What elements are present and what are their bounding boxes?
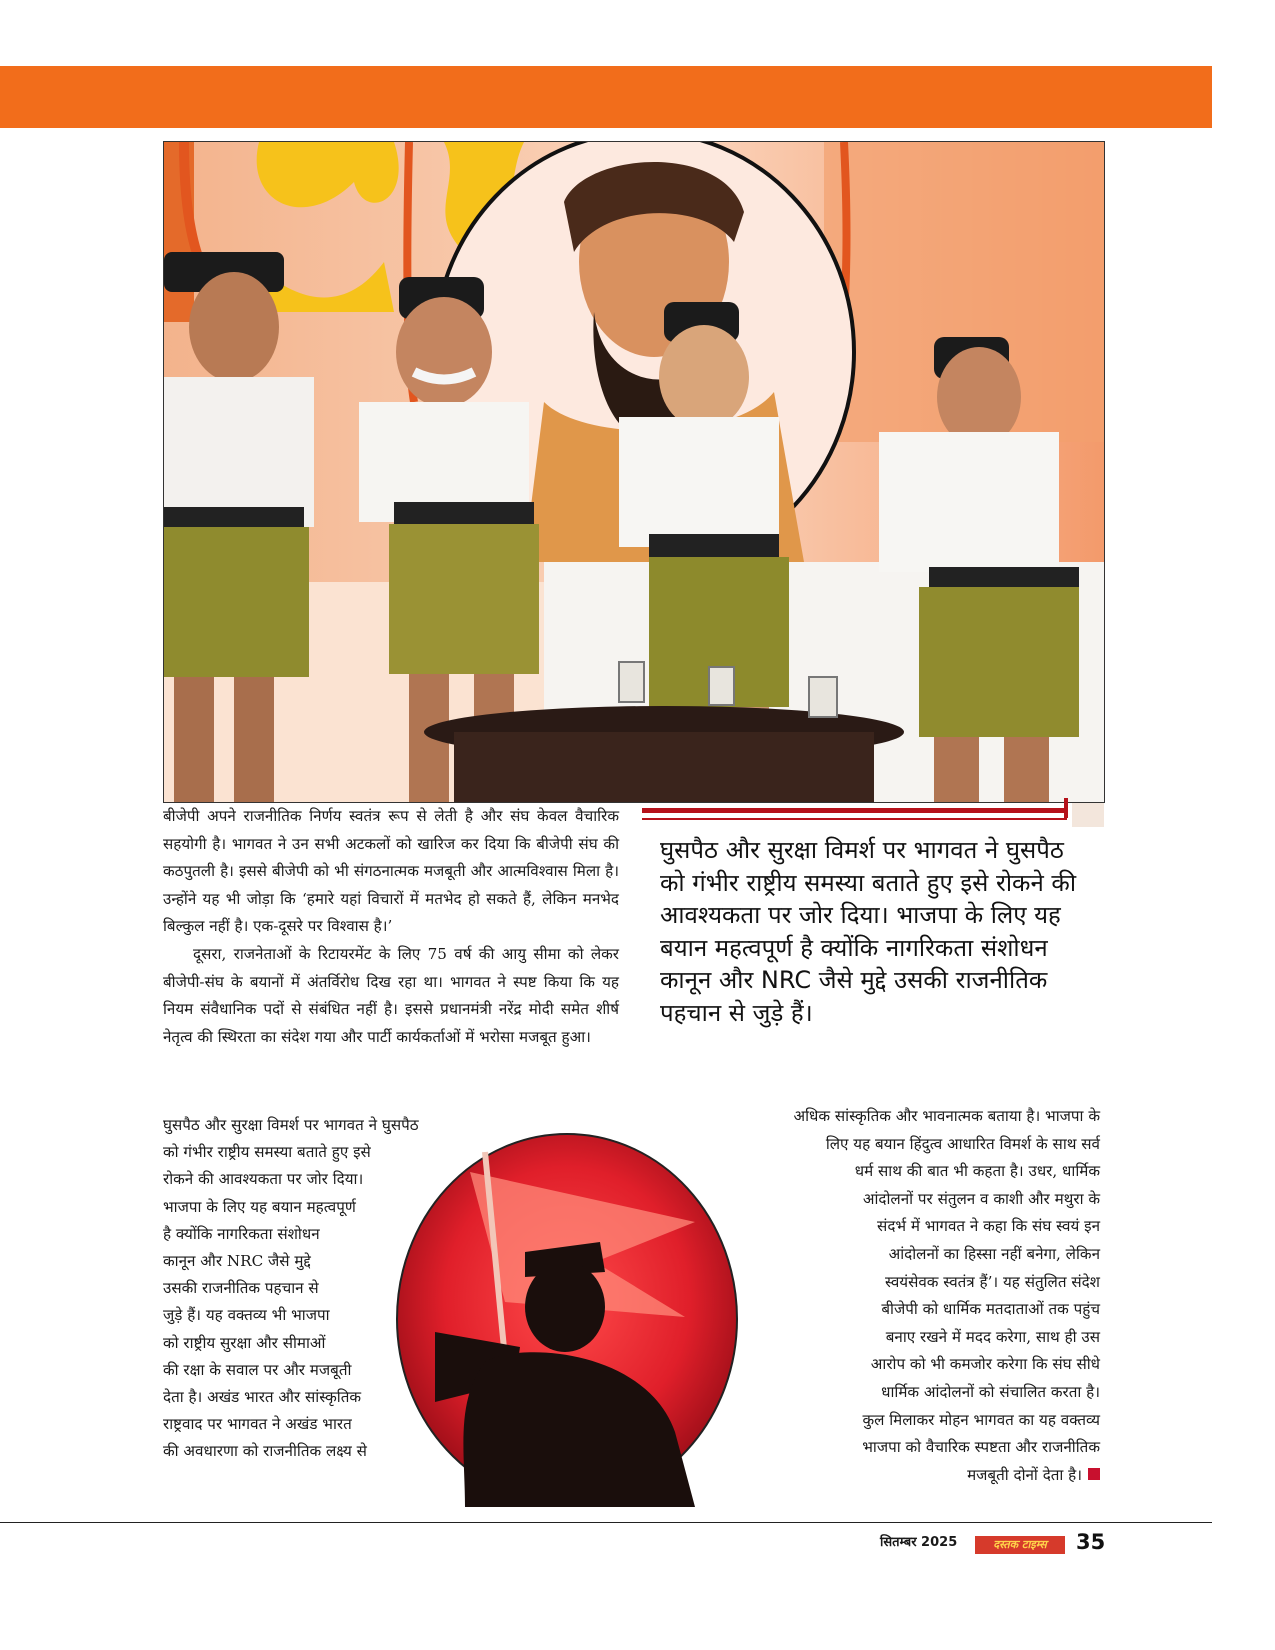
- text-line: उसकी राजनीतिक पहचान से: [163, 1279, 319, 1298]
- paragraph: दूसरा, राजनेताओं के रिटायरमेंट के लिए 75 वर्ष की आयु सीमा को लेकर बीजेपी-संघ के बयानों में अंतर्विरोध दिख रहा था। भागवत ने स्पष्ट किया कि यह नियम संवैधानिक पदों से संबंधित नहीं है। इससे प्रधानमंत्री नरेंद्र मोदी समेत शीर्ष नेतृत्व की स्थिरता का संदेश गया और पार्टी कार्यकर्ताओं में भरोसा मजबूत हुआ।: [163, 944, 619, 1046]
- footer-brand-logo: दस्तक टाइम्स: [975, 1536, 1065, 1554]
- text-line: आंदोलनों पर संतुलन व काशी और मथुरा के: [862, 1189, 1100, 1208]
- pull-quote-rule: [642, 808, 1067, 813]
- text-line: भाजपा के लिए यह बयान महत्वपूर्ण: [163, 1197, 356, 1216]
- text-line: राष्ट्रवाद पर भागवत ने अखंड भारत: [163, 1415, 352, 1434]
- paragraph: बीजेपी अपने राजनीतिक निर्णय स्वतंत्र रूप से लेती है और संघ केवल वैचारिक सहयोगी है। भागवत ने उन सभी अटकलों को खारिज कर दिया कि बीजेपी संघ की कठपुतली है। इससे बीजेपी को भी संगठनात्मक मजबूती और आत्मविश्वास मिला है। उन्होंने यह भी जोड़ा कि ‘हमारे यहां विचारों में मतभेद हो सकते हैं, लेकिन मनभेद बिल्कुल नहीं है। एक-दूसरे पर विश्वास है।’: [163, 807, 619, 936]
- footer-rule: [0, 1522, 1212, 1523]
- text-line: मजबूती दोनों देता है।: [967, 1465, 1082, 1484]
- text-line: धर्म साथ की बात भी कहता है। उधर, धार्मिक: [854, 1162, 1100, 1181]
- text-line: बीजेपी को धार्मिक मतदाताओं तक पहुंच: [881, 1300, 1100, 1319]
- text-line: कानून और NRC जैसे मुद्दे: [163, 1252, 311, 1271]
- end-mark-icon: [1088, 1468, 1100, 1480]
- text-line: स्वयंसेवक स्वतंत्र हैं’। यह संतुलित संदेश: [884, 1272, 1100, 1291]
- text-line: बनाए रखने में मदद करेगा, साथ ही उस: [885, 1327, 1100, 1346]
- page-number: 35: [1076, 1530, 1106, 1554]
- text-line: अधिक सांस्कृतिक और भावनात्मक बताया है। भाजपा के: [793, 1107, 1100, 1125]
- main-photo: [163, 141, 1105, 803]
- text-line: को राष्ट्रीय सुरक्षा और सीमाओं: [163, 1333, 326, 1352]
- wrap-right-text: [630, 1103, 1100, 1489]
- text-line: आंदोलनों का हिस्सा नहीं बनेगा, लेकिन: [888, 1244, 1100, 1263]
- text-line: कुल मिलाकर मोहन भागवत का यह वक्तव्य: [862, 1410, 1100, 1429]
- pull-quote-rule: [1064, 798, 1068, 818]
- text-line: है क्योंकि नागरिकता संशोधन: [163, 1224, 320, 1243]
- pull-quote: घुसपैठ और सुरक्षा विमर्श पर भागवत ने घुसपैठ को गंभीर राष्ट्रीय समस्या बताते हुए इसे रोकने की आवश्यकता पर जोर दिया। भाजपा के लिए यह बयान महत्वपूर्ण है क्योंकि नागरिकता संशोधन कानून और NRC जैसे मुद्दे उसकी राजनीतिक पहचान से जुड़े हैं।: [660, 836, 1077, 1027]
- text-line: आरोप को भी कमजोर करेगा कि संघ सीधे: [870, 1355, 1100, 1374]
- pull-quote-rule: [642, 818, 1067, 820]
- text-line: की रक्षा के सवाल पर और मजबूती: [163, 1360, 352, 1379]
- footer-date: सितम्बर 2025: [880, 1535, 958, 1550]
- text-line: घुसपैठ और सुरक्षा विमर्श पर भागवत ने घुसपैठ: [163, 1116, 419, 1134]
- left-column-text: [163, 803, 619, 1051]
- top-color-band: [0, 66, 1212, 128]
- text-line: जुड़े हैं। यह वक्तव्य भी भाजपा: [163, 1306, 330, 1325]
- text-line: भाजपा को वैचारिक स्पष्टता और राजनीतिक: [862, 1438, 1100, 1457]
- text-line: धार्मिक आंदोलनों को संचालित करता है।: [881, 1382, 1100, 1401]
- text-line: संदर्भ में भागवत ने कहा कि संघ स्वयं इन: [877, 1217, 1100, 1236]
- text-line: लिए यह बयान हिंदुत्व आधारित विमर्श के साथ सर्व: [825, 1134, 1100, 1153]
- text-line: की अवधारणा को राजनीतिक लक्ष्य से: [163, 1442, 367, 1461]
- text-line-last: [630, 1462, 1100, 1490]
- text-line: रोकने की आवश्यकता पर जोर दिया।: [163, 1170, 364, 1189]
- text-line: को गंभीर राष्ट्रीय समस्या बताते हुए इसे: [163, 1143, 371, 1162]
- text-line: देता है। अखंड भारत और सांस्कृतिक: [163, 1388, 362, 1407]
- pull-quote-box: [1072, 803, 1104, 827]
